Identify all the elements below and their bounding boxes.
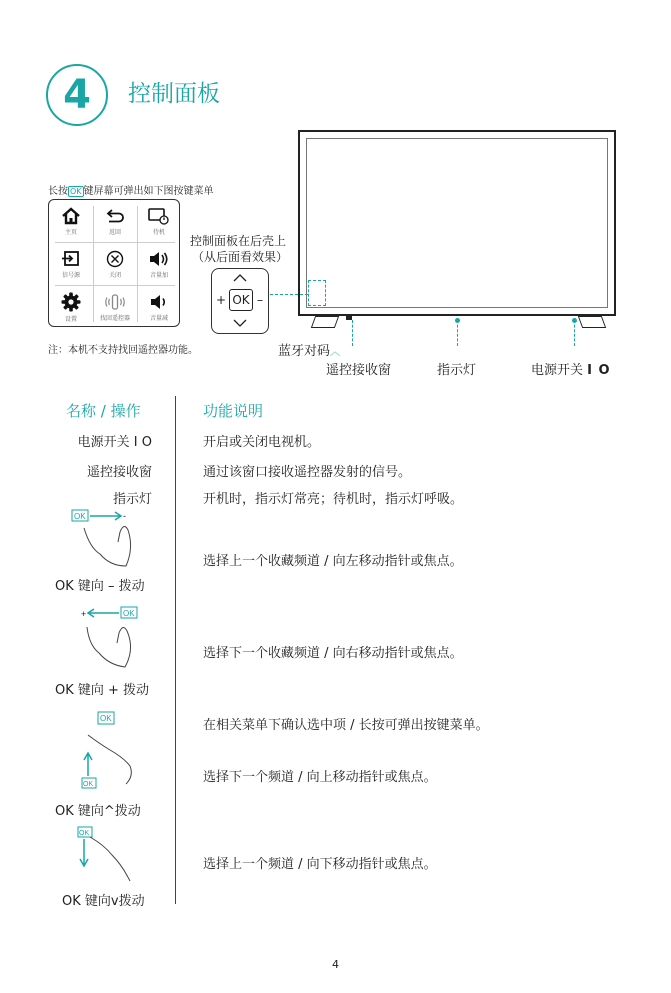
power-switch-label — [531, 359, 611, 378]
close-icon — [105, 250, 125, 268]
footnote: 注：本机不支持找回遥控器功能。 — [48, 345, 198, 356]
gesture-label-down: OK 键向v拨动 — [62, 894, 145, 909]
svg-text:OK: OK — [74, 512, 86, 521]
back-icon — [105, 207, 125, 225]
swipe-down-illustration — [76, 825, 151, 887]
menu-item-volume-down[interactable] — [137, 286, 181, 328]
menu-item-label: 主页 — [64, 228, 77, 236]
svg-text:+: + — [81, 609, 87, 619]
panel-location-marker — [308, 280, 326, 306]
menu-item-label: 音量加 — [149, 271, 168, 279]
receiver-callout-line — [352, 320, 353, 346]
control-panel-keys — [211, 268, 269, 334]
menu-note-suffix: 键屏幕可弹出如下图按键菜单 — [83, 186, 214, 197]
menu-item-settings[interactable] — [49, 286, 93, 328]
section-number: 4 — [63, 72, 91, 118]
home-icon — [61, 207, 81, 225]
gesture-desc-minus: 选择上一个收藏频道 / 向左移动指针或焦点。 — [203, 554, 463, 569]
tv-foot-left — [311, 316, 339, 328]
table-row-name: 遥控接收窗 — [86, 465, 152, 480]
table-header-name: 名称 / 操作 — [66, 402, 141, 420]
menu-item-home[interactable] — [49, 200, 93, 242]
menu-item-volume-up[interactable] — [137, 243, 181, 285]
volume-up-icon — [148, 250, 170, 268]
gesture-desc-up: 选择下一个频道 / 向上移动指针或焦点。 — [203, 770, 437, 785]
up-arrow-icon — [233, 274, 247, 282]
volume-down-icon — [148, 293, 170, 311]
svg-text:OK: OK — [83, 781, 94, 788]
panel-label-line2: （从后面看效果） — [192, 250, 289, 264]
menu-item-label: 返回 — [108, 228, 121, 236]
menu-item-label: 待机 — [152, 228, 165, 236]
power-symbol: I O — [587, 363, 611, 378]
menu-item-find-remote[interactable] — [93, 286, 137, 328]
menu-item-close[interactable] — [93, 243, 137, 285]
indicator-dot — [455, 318, 460, 323]
gesture-desc-plus: 选择下一个收藏频道 / 向右移动指针或焦点。 — [203, 646, 463, 661]
svg-text:OK: OK — [100, 714, 112, 723]
ok-key-badge: OK — [70, 187, 82, 196]
indicator-callout-line — [457, 320, 458, 346]
tv-foot-right — [578, 316, 606, 328]
svg-text:OK: OK — [79, 830, 90, 837]
gear-icon — [61, 292, 81, 312]
receiver-label: 遥控接收窗 — [326, 363, 392, 378]
minus-key[interactable]: – — [257, 293, 263, 307]
svg-text:-: - — [123, 511, 126, 521]
chevron-up-icon: ︿ — [330, 347, 341, 358]
panel-label-line1: 控制面板在后壳上 — [190, 234, 287, 248]
table-row-desc: 开启或关闭电视机。 — [203, 435, 321, 450]
menu-item-back[interactable] — [93, 200, 137, 242]
swipe-plus-illustration — [75, 605, 150, 673]
menu-item-label: 关闭 — [108, 271, 121, 279]
menu-item-label: 音量减 — [149, 314, 168, 322]
find-remote-icon — [103, 293, 127, 311]
menu-item-label: 设置 — [64, 315, 77, 323]
gesture-label-up: OK 键向^拨动 — [55, 804, 141, 819]
gesture-label-minus: OK 键向 – 拨动 — [55, 579, 145, 594]
key-menu-panel — [48, 199, 180, 327]
menu-item-label: 找回遥控器 — [99, 314, 130, 322]
page-number: 4 — [332, 958, 339, 971]
bluetooth-pair-label — [278, 340, 340, 359]
swipe-up-illustration — [80, 710, 155, 795]
table-row-desc: 开机时，指示灯常亮；待机时，指示灯呼吸。 — [203, 492, 464, 507]
menu-item-input-source[interactable] — [49, 243, 93, 285]
ok-press-desc: 在相关菜单下确认选中项 / 长按可弹出按键菜单。 — [203, 718, 489, 733]
bluetooth-label-text: 蓝牙对码 — [278, 344, 331, 359]
table-header-desc: 功能说明 — [203, 402, 264, 420]
gesture-label-plus: OK 键向 + 拨动 — [55, 683, 150, 698]
standby-icon — [148, 207, 170, 225]
tv-illustration — [298, 130, 616, 316]
ok-key[interactable]: OK — [229, 289, 253, 311]
down-arrow-icon — [233, 319, 247, 327]
power-callout-line — [574, 320, 575, 346]
svg-text:OK: OK — [123, 609, 135, 618]
menu-note-prefix: 长按 — [48, 186, 68, 197]
plus-key[interactable]: + — [216, 293, 227, 307]
gesture-desc-down: 选择上一个频道 / 向下移动指针或焦点。 — [203, 857, 437, 872]
table-divider — [175, 396, 176, 904]
table-row-name: 指示灯 — [112, 492, 152, 507]
section-title: 控制面板 — [128, 81, 220, 107]
section-number-badge — [46, 64, 108, 126]
menu-item-standby[interactable] — [137, 200, 181, 242]
input-source-icon — [61, 250, 81, 268]
indicator-label: 指示灯 — [437, 363, 477, 378]
menu-note — [48, 182, 214, 197]
table-row-name: 电源开关 I O — [77, 435, 152, 450]
swipe-minus-illustration — [70, 508, 150, 572]
table-row-desc: 通过该窗口接收遥控器发射的信号。 — [203, 465, 412, 480]
power-dot — [572, 318, 577, 323]
menu-item-label: 信号源 — [61, 271, 80, 279]
power-label-text: 电源开关 — [531, 363, 584, 378]
